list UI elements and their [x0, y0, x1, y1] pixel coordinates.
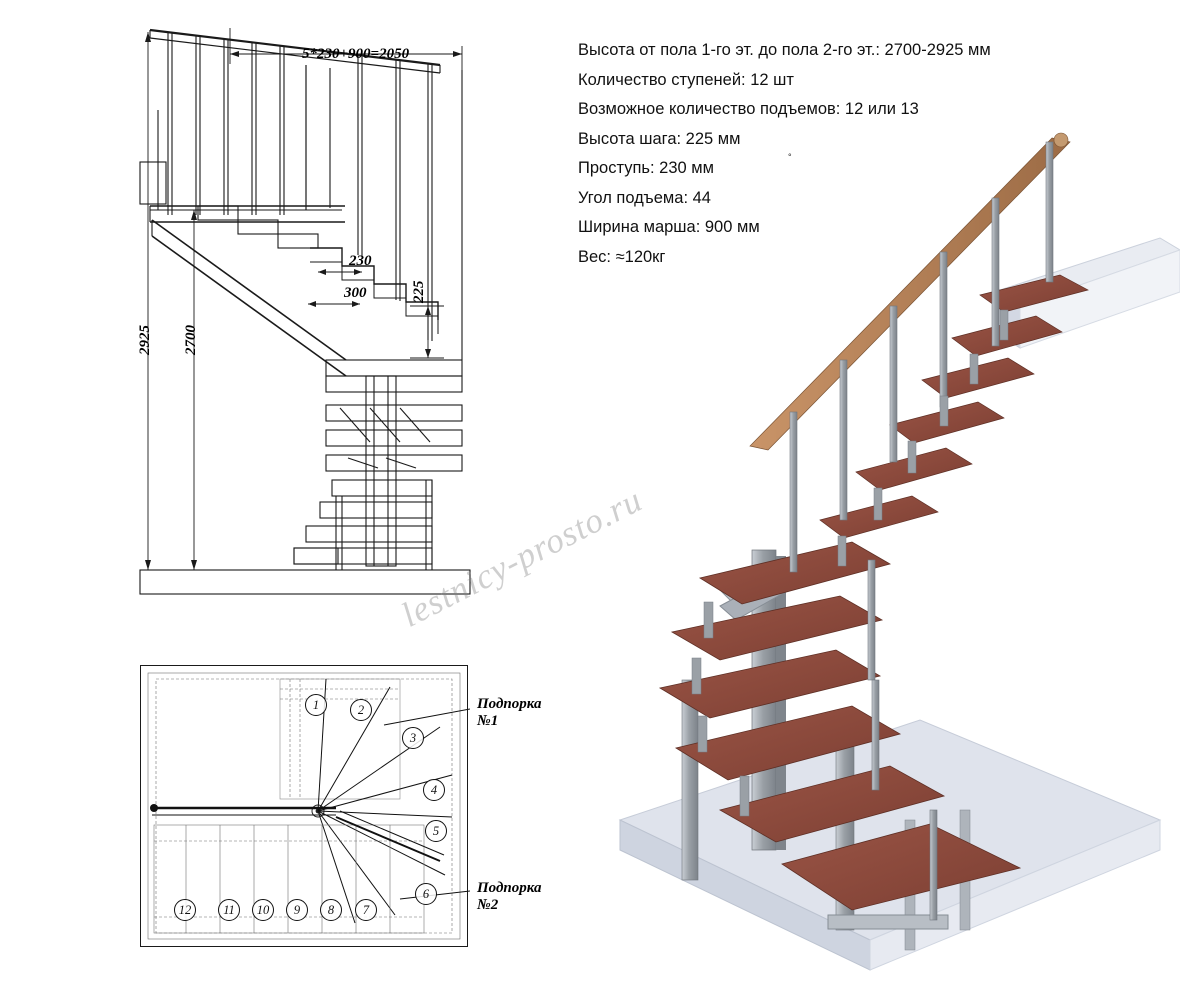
- dimension-going: 300: [344, 285, 367, 301]
- spec-item-weight: Вес: ≈120кг: [578, 247, 666, 266]
- plan-step-4: 4: [423, 779, 445, 801]
- dimension-riser: 225: [411, 280, 427, 303]
- support-label-2: [477, 880, 541, 915]
- plan-step-2: 2: [350, 699, 372, 721]
- plan-step-5: 5: [425, 820, 447, 842]
- watermark: lestnicy-prosto.ru: [395, 479, 649, 635]
- dimension-floor-height: 2700: [183, 325, 199, 355]
- plan-step-9: 9: [286, 899, 308, 921]
- support-1-line1: Подпорка: [477, 696, 542, 712]
- support-label-1: [477, 696, 541, 731]
- plan-step-1: 1: [305, 694, 327, 716]
- plan-drawing: [140, 665, 470, 950]
- degree-symbol: °: [788, 152, 792, 162]
- plan-step-11: 11: [218, 899, 240, 921]
- dimension-tread: 230: [349, 253, 372, 269]
- plan-step-7: 7: [355, 899, 377, 921]
- stair-3d-render: [600, 120, 1180, 980]
- support-2-line2: №2: [477, 897, 499, 914]
- plan-step-6: 6: [415, 883, 437, 905]
- spec-item-step-count: Количество ступеней: 12 шт: [578, 70, 794, 89]
- dimension-top-total: 5*230+900=2050: [302, 46, 410, 62]
- support-2-line1: Подпорка: [477, 880, 542, 896]
- spec-item-angle: Угол подъема: 44: [578, 188, 711, 207]
- spec-item-total-height: Высота от пола 1-го эт. до пола 2-го эт.: 2700-2925 мм: [578, 41, 991, 59]
- plan-step-8: 8: [320, 899, 342, 921]
- plan-step-3: 3: [402, 727, 424, 749]
- plan-step-10: 10: [252, 899, 274, 921]
- spec-item-rise-count: Возможное количество подъемов: 12 или 13: [578, 100, 919, 118]
- support-1-line2: №1: [477, 713, 499, 730]
- elevation-drawing: [110, 10, 580, 630]
- spec-item-tread: Проступь: 230 мм: [578, 159, 714, 177]
- spec-item-step-height: Высота шага: 225 мм: [578, 129, 741, 148]
- spec-item-width: Ширина марша: 900 мм: [578, 218, 760, 236]
- dimension-total-height: 2925: [137, 325, 153, 355]
- plan-step-12: 12: [174, 899, 196, 921]
